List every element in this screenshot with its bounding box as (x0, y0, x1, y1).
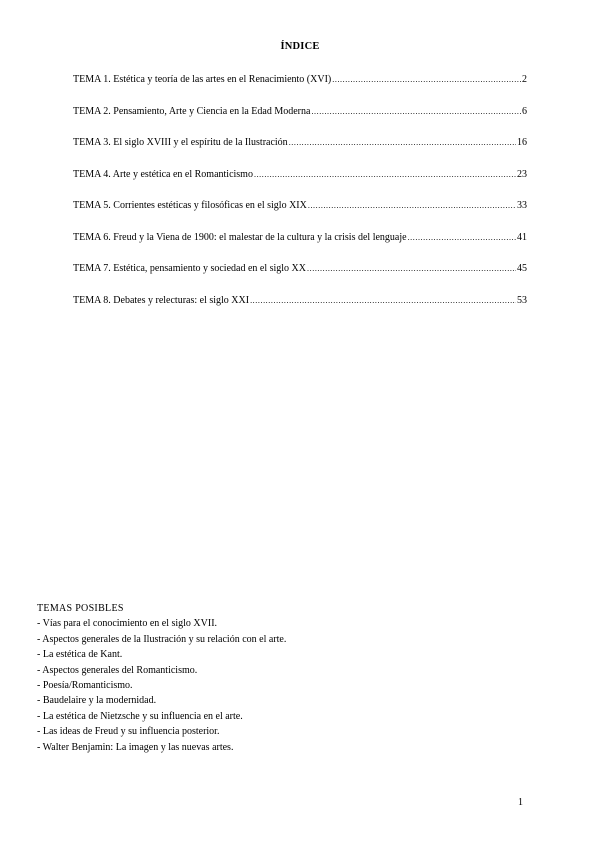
toc-entry[interactable] (73, 169, 527, 201)
toc-leader-dots (254, 170, 516, 179)
toc-entry-label: TEMA 7. Estética, pensamiento y sociedad en el siglo XX (73, 263, 307, 274)
page-number: 1 (518, 797, 523, 808)
toc-entry-page: 41 (517, 231, 527, 243)
possible-topics-heading: TEMAS POSIBLES (37, 603, 124, 614)
toc-entry-label: TEMA 4. Arte y estética en el Romanticismo (73, 168, 253, 180)
topic-item: - Las ideas de Freud y su influencia posterior. (37, 726, 220, 738)
toc-entry[interactable] (73, 232, 527, 264)
toc-entry-page: 33 (517, 200, 527, 211)
toc-entry-page: 23 (517, 168, 527, 180)
toc-entry-page: 45 (517, 263, 527, 274)
page-title: ÍNDICE (280, 41, 320, 52)
possible-topics-section (37, 601, 487, 755)
topic-item: - La estética de Kant. (37, 649, 123, 661)
toc-entry-label: TEMA 1. Estética y teoría de las artes en el Renacimiento (XVI) (73, 74, 332, 85)
toc-leader-dots (250, 296, 516, 305)
topic-item: - Poesía/Romanticismo. (37, 680, 133, 692)
toc-entry[interactable] (73, 263, 527, 295)
toc-leader-dots (289, 138, 516, 147)
toc-entry-page: 16 (517, 137, 527, 148)
toc-leader-dots (307, 264, 516, 273)
toc-entry-page: 6 (522, 105, 527, 117)
toc-entry-page: 2 (522, 74, 527, 85)
toc-entry-label: TEMA 5. Corrientes estéticas y filosóficas en el siglo XIX (73, 200, 307, 211)
topic-item: - La estética de Nietzsche y su influencia en el arte. (37, 710, 243, 722)
topic-item: - Baudelaire y la modernidad. (37, 695, 157, 707)
toc-entry[interactable] (73, 295, 527, 327)
toc-entry[interactable] (73, 106, 527, 138)
toc-entry-label: TEMA 6. Freud y la Viena de 1900: el malestar de la cultura y la crisis del lenguaje (73, 231, 407, 243)
topic-item: - Walter Benjamin: La imagen y las nuevas artes. (37, 741, 234, 753)
toc-leader-dots (311, 107, 521, 116)
toc-leader-dots (308, 201, 516, 210)
table-of-contents (73, 74, 527, 326)
toc-entry-label: TEMA 3. El siglo XVIII y el espíritu de la Ilustración (73, 137, 288, 148)
toc-entry[interactable] (73, 137, 527, 169)
toc-leader-dots (408, 233, 516, 242)
topic-item: - Aspectos generales de la Ilustración y su relación con el arte. (37, 633, 287, 645)
toc-entry-label: TEMA 2. Pensamiento, Arte y Ciencia en la Edad Moderna (73, 105, 311, 117)
topic-item: - Aspectos generales del Romanticismo. (37, 664, 198, 676)
topic-item: - Vías para el conocimiento en el siglo XVII. (37, 618, 218, 630)
toc-entry-label: TEMA 8. Debates y relecturas: el siglo XXI (73, 294, 250, 306)
toc-leader-dots (332, 75, 521, 84)
toc-entry[interactable] (73, 200, 527, 232)
toc-entry-page: 53 (517, 294, 527, 306)
toc-entry[interactable] (73, 74, 527, 106)
